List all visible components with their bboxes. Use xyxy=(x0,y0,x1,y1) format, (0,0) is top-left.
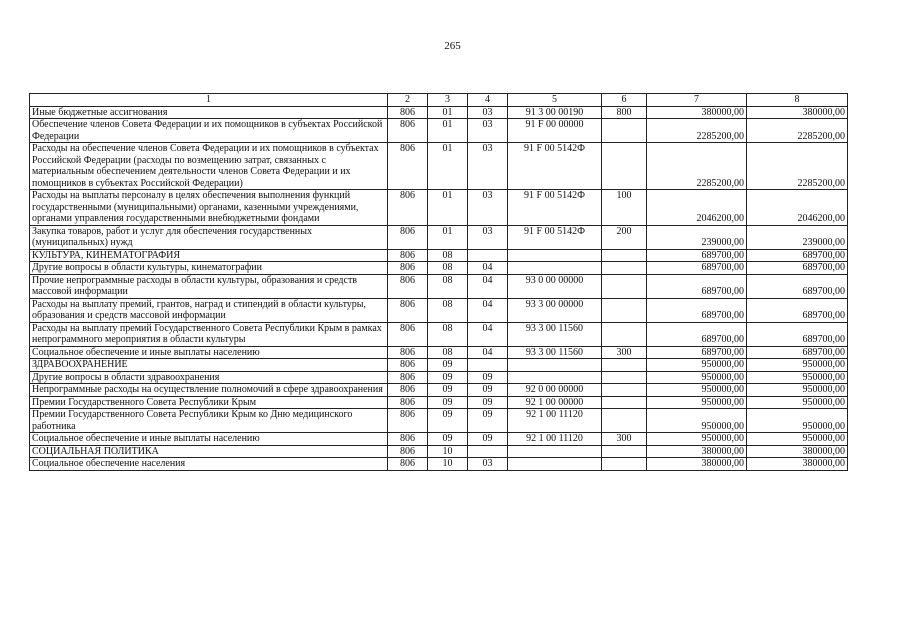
row-expense-type-cell xyxy=(602,409,647,433)
row-amount-cell: 950000,00 xyxy=(747,396,848,409)
row-amount-cell: 689700,00 xyxy=(647,274,747,298)
header-cell-7: 7 xyxy=(647,94,747,107)
row-amount-cell: 689700,00 xyxy=(647,298,747,322)
row-name-cell: Расходы на выплату премий, грантов, наград и стипендий в области культуры, образования и средств массовой информации xyxy=(30,298,388,322)
row-target-article-cell: 92 1 00 00000 xyxy=(508,396,602,409)
row-amount-cell: 950000,00 xyxy=(647,433,747,446)
row-expense-type-cell: 800 xyxy=(602,106,647,119)
row-amount-cell: 950000,00 xyxy=(647,384,747,397)
row-admin-code-cell: 806 xyxy=(388,143,428,190)
row-name-cell: Расходы на выплату премий Государственного Совета Республики Крым в рамках непрограммного мероприятия в области культуры xyxy=(30,322,388,346)
table-row xyxy=(30,225,848,249)
row-section-cell: 08 xyxy=(428,262,468,275)
row-target-article-cell: 93 3 00 11560 xyxy=(508,322,602,346)
header-cell-8: 8 xyxy=(747,94,848,107)
row-subsection-cell: 09 xyxy=(468,409,508,433)
page-number: 265 xyxy=(444,40,461,52)
row-amount-cell: 689700,00 xyxy=(647,249,747,262)
table-row xyxy=(30,409,848,433)
row-subsection-cell: 03 xyxy=(468,458,508,471)
row-admin-code-cell: 806 xyxy=(388,249,428,262)
table-row xyxy=(30,359,848,372)
row-admin-code-cell: 806 xyxy=(388,458,428,471)
row-subsection-cell: 03 xyxy=(468,190,508,226)
row-admin-code-cell: 806 xyxy=(388,298,428,322)
row-amount-cell: 689700,00 xyxy=(747,274,848,298)
row-subsection-cell: 03 xyxy=(468,106,508,119)
row-subsection-cell: 03 xyxy=(468,143,508,190)
row-admin-code-cell: 806 xyxy=(388,433,428,446)
header-cell-6: 6 xyxy=(602,94,647,107)
row-subsection-cell: 04 xyxy=(468,274,508,298)
row-subsection-cell: 04 xyxy=(468,262,508,275)
table-row xyxy=(30,274,848,298)
row-target-article-cell: 91 F 00 00000 xyxy=(508,119,602,143)
row-expense-type-cell: 200 xyxy=(602,225,647,249)
row-name-cell: ЗДРАВООХРАНЕНИЕ xyxy=(30,359,388,372)
table-row xyxy=(30,396,848,409)
row-subsection-cell: 04 xyxy=(468,322,508,346)
row-expense-type-cell xyxy=(602,396,647,409)
row-name-cell: Социальное обеспечение и иные выплаты населению xyxy=(30,433,388,446)
row-target-article-cell: 93 3 00 11560 xyxy=(508,346,602,359)
row-amount-cell: 689700,00 xyxy=(747,322,848,346)
row-section-cell: 08 xyxy=(428,274,468,298)
row-expense-type-cell xyxy=(602,359,647,372)
row-expense-type-cell xyxy=(602,274,647,298)
row-section-cell: 10 xyxy=(428,458,468,471)
row-subsection-cell: 09 xyxy=(468,384,508,397)
row-name-cell: Закупка товаров, работ и услуг для обеспечения государственных (муниципальных) нужд xyxy=(30,225,388,249)
row-section-cell: 01 xyxy=(428,143,468,190)
row-subsection-cell: 03 xyxy=(468,119,508,143)
row-admin-code-cell: 806 xyxy=(388,371,428,384)
row-section-cell: 08 xyxy=(428,346,468,359)
row-target-article-cell: 92 1 00 11120 xyxy=(508,433,602,446)
row-section-cell: 01 xyxy=(428,119,468,143)
row-amount-cell: 380000,00 xyxy=(647,106,747,119)
row-amount-cell: 689700,00 xyxy=(747,298,848,322)
row-expense-type-cell xyxy=(602,143,647,190)
header-cell-2: 2 xyxy=(388,94,428,107)
row-amount-cell: 380000,00 xyxy=(647,458,747,471)
row-target-article-cell: 91 F 00 5142Ф xyxy=(508,190,602,226)
row-section-cell: 01 xyxy=(428,225,468,249)
row-target-article-cell: 93 0 00 00000 xyxy=(508,274,602,298)
row-admin-code-cell: 806 xyxy=(388,346,428,359)
row-target-article-cell xyxy=(508,262,602,275)
row-admin-code-cell: 806 xyxy=(388,384,428,397)
row-amount-cell: 2046200,00 xyxy=(647,190,747,226)
row-expense-type-cell: 300 xyxy=(602,433,647,446)
header-row xyxy=(30,94,848,107)
table-row xyxy=(30,119,848,143)
row-amount-cell: 2046200,00 xyxy=(747,190,848,226)
table-row xyxy=(30,433,848,446)
row-name-cell: Расходы на выплаты персоналу в целях обеспечения выполнения функций государственными (муниципальными) органами, казенными учреждениями, органами управления государственными внебюджетными фондами xyxy=(30,190,388,226)
row-amount-cell: 2285200,00 xyxy=(747,119,848,143)
row-expense-type-cell: 100 xyxy=(602,190,647,226)
row-target-article-cell xyxy=(508,445,602,458)
row-admin-code-cell: 806 xyxy=(388,396,428,409)
table-row xyxy=(30,384,848,397)
table-row xyxy=(30,249,848,262)
row-section-cell: 08 xyxy=(428,322,468,346)
row-section-cell: 09 xyxy=(428,409,468,433)
row-name-cell: Социальное обеспечение населения xyxy=(30,458,388,471)
row-target-article-cell xyxy=(508,371,602,384)
row-amount-cell: 689700,00 xyxy=(647,346,747,359)
row-name-cell: Прочие непрограммные расходы в области культуры, образования и средств массовой информации xyxy=(30,274,388,298)
row-amount-cell: 2285200,00 xyxy=(747,143,848,190)
table-row xyxy=(30,346,848,359)
row-section-cell: 01 xyxy=(428,190,468,226)
row-name-cell: Премии Государственного Совета Республики Крым ко Дню медицинского работника xyxy=(30,409,388,433)
row-expense-type-cell xyxy=(602,322,647,346)
row-admin-code-cell: 806 xyxy=(388,359,428,372)
row-target-article-cell xyxy=(508,249,602,262)
row-amount-cell: 950000,00 xyxy=(747,384,848,397)
row-section-cell: 08 xyxy=(428,298,468,322)
table-row xyxy=(30,371,848,384)
row-subsection-cell: 04 xyxy=(468,298,508,322)
header-cell-4: 4 xyxy=(468,94,508,107)
row-target-article-cell: 91 F 00 5142Ф xyxy=(508,143,602,190)
row-name-cell: Другие вопросы в области здравоохранения xyxy=(30,371,388,384)
row-amount-cell: 689700,00 xyxy=(747,249,848,262)
row-target-article-cell xyxy=(508,458,602,471)
row-expense-type-cell xyxy=(602,384,647,397)
row-name-cell: СОЦИАЛЬНАЯ ПОЛИТИКА xyxy=(30,445,388,458)
row-amount-cell: 689700,00 xyxy=(747,346,848,359)
row-name-cell: Другие вопросы в области культуры, кинематографии xyxy=(30,262,388,275)
row-subsection-cell xyxy=(468,249,508,262)
row-section-cell: 09 xyxy=(428,371,468,384)
row-expense-type-cell xyxy=(602,249,647,262)
row-subsection-cell: 09 xyxy=(468,371,508,384)
row-expense-type-cell xyxy=(602,445,647,458)
table-body xyxy=(30,106,848,470)
row-expense-type-cell xyxy=(602,119,647,143)
row-expense-type-cell xyxy=(602,262,647,275)
row-expense-type-cell xyxy=(602,458,647,471)
row-section-cell: 09 xyxy=(428,359,468,372)
row-amount-cell: 239000,00 xyxy=(647,225,747,249)
row-target-article-cell: 91 3 00 00190 xyxy=(508,106,602,119)
row-target-article-cell: 92 1 00 11120 xyxy=(508,409,602,433)
row-expense-type-cell xyxy=(602,371,647,384)
row-amount-cell: 2285200,00 xyxy=(647,143,747,190)
row-expense-type-cell xyxy=(602,298,647,322)
row-amount-cell: 950000,00 xyxy=(747,433,848,446)
row-subsection-cell: 03 xyxy=(468,225,508,249)
row-section-cell: 09 xyxy=(428,396,468,409)
row-name-cell: Расходы на обеспечение членов Совета Федерации и их помощников в субъектах Российской Федерации (расходы по возмещению затрат, связанных с материальным обеспечением деятельности членов Совета Федерации и их помощников в субъектах Российской Федерации) xyxy=(30,143,388,190)
row-amount-cell: 950000,00 xyxy=(647,371,747,384)
table-row xyxy=(30,322,848,346)
row-target-article-cell: 93 3 00 00000 xyxy=(508,298,602,322)
budget-table xyxy=(29,93,848,471)
row-section-cell: 10 xyxy=(428,445,468,458)
row-admin-code-cell: 806 xyxy=(388,445,428,458)
row-amount-cell: 380000,00 xyxy=(647,445,747,458)
table-row xyxy=(30,143,848,190)
table-row xyxy=(30,106,848,119)
row-section-cell: 08 xyxy=(428,249,468,262)
row-admin-code-cell: 806 xyxy=(388,119,428,143)
row-admin-code-cell: 806 xyxy=(388,322,428,346)
row-amount-cell: 689700,00 xyxy=(647,322,747,346)
row-subsection-cell: 09 xyxy=(468,433,508,446)
header-cell-5: 5 xyxy=(508,94,602,107)
row-amount-cell: 380000,00 xyxy=(747,106,848,119)
table-row xyxy=(30,445,848,458)
row-subsection-cell: 04 xyxy=(468,346,508,359)
row-amount-cell: 950000,00 xyxy=(647,359,747,372)
row-name-cell: Непрограммные расходы на осуществление полномочий в сфере здравоохранения xyxy=(30,384,388,397)
row-name-cell: Социальное обеспечение и иные выплаты населению xyxy=(30,346,388,359)
header-cell-3: 3 xyxy=(428,94,468,107)
row-amount-cell: 239000,00 xyxy=(747,225,848,249)
row-admin-code-cell: 806 xyxy=(388,262,428,275)
row-section-cell: 09 xyxy=(428,384,468,397)
row-target-article-cell: 91 F 00 5142Ф xyxy=(508,225,602,249)
row-name-cell: Премии Государственного Совета Республики Крым xyxy=(30,396,388,409)
row-name-cell: Иные бюджетные ассигнования xyxy=(30,106,388,119)
row-subsection-cell xyxy=(468,359,508,372)
row-amount-cell: 950000,00 xyxy=(747,371,848,384)
row-admin-code-cell: 806 xyxy=(388,409,428,433)
row-subsection-cell: 09 xyxy=(468,396,508,409)
table-row xyxy=(30,190,848,226)
row-section-cell: 01 xyxy=(428,106,468,119)
row-admin-code-cell: 806 xyxy=(388,274,428,298)
row-expense-type-cell: 300 xyxy=(602,346,647,359)
row-subsection-cell xyxy=(468,445,508,458)
row-amount-cell: 380000,00 xyxy=(747,458,848,471)
row-admin-code-cell: 806 xyxy=(388,190,428,226)
row-amount-cell: 689700,00 xyxy=(647,262,747,275)
row-amount-cell: 950000,00 xyxy=(647,396,747,409)
row-target-article-cell: 92 0 00 00000 xyxy=(508,384,602,397)
row-amount-cell: 950000,00 xyxy=(747,359,848,372)
table-row xyxy=(30,298,848,322)
row-amount-cell: 950000,00 xyxy=(747,409,848,433)
row-name-cell: Обеспечение членов Совета Федерации и их помощников в субъектах Российской Федерации xyxy=(30,119,388,143)
row-amount-cell: 689700,00 xyxy=(747,262,848,275)
row-section-cell: 09 xyxy=(428,433,468,446)
header-cell-1: 1 xyxy=(30,94,388,107)
row-admin-code-cell: 806 xyxy=(388,225,428,249)
row-amount-cell: 2285200,00 xyxy=(647,119,747,143)
row-target-article-cell xyxy=(508,359,602,372)
row-name-cell: КУЛЬТУРА, КИНЕМАТОГРАФИЯ xyxy=(30,249,388,262)
row-admin-code-cell: 806 xyxy=(388,106,428,119)
row-amount-cell: 950000,00 xyxy=(647,409,747,433)
table-row xyxy=(30,458,848,471)
table-row xyxy=(30,262,848,275)
row-amount-cell: 380000,00 xyxy=(747,445,848,458)
